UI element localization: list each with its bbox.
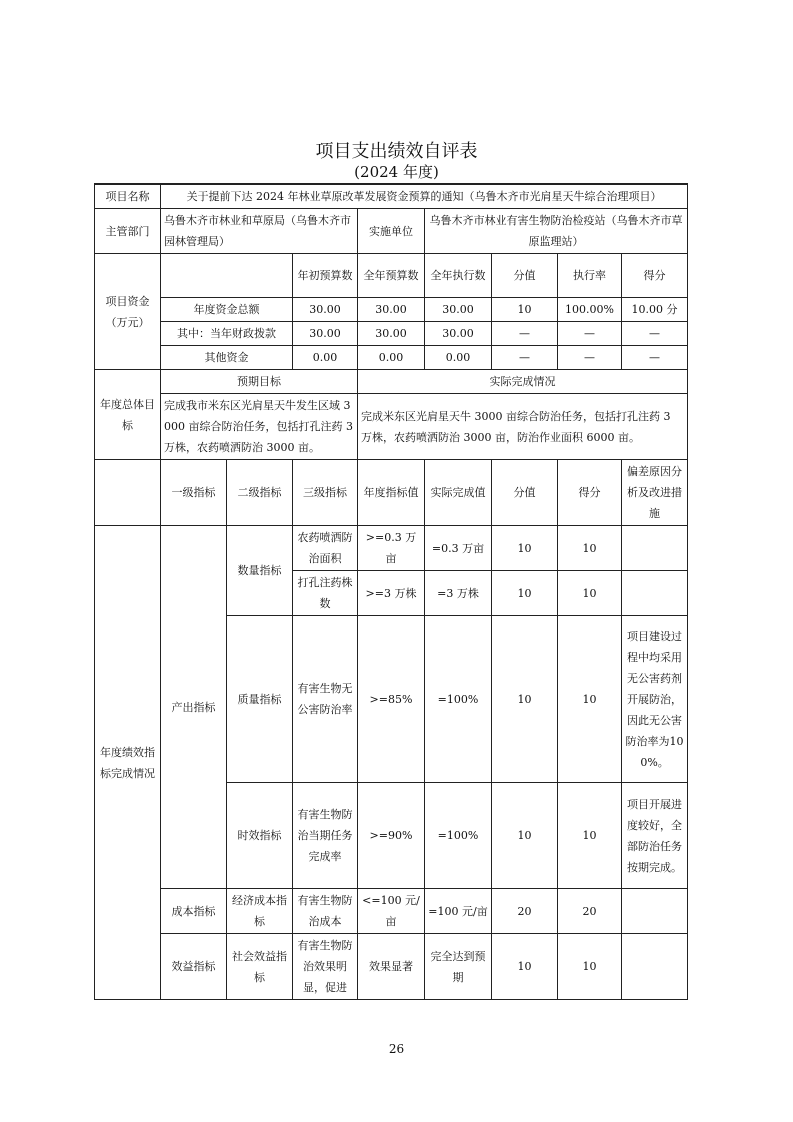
perf-header: 实际完成值 [425,460,492,526]
perf-header: 得分 [558,460,622,526]
funds-cell: 30.00 [293,298,358,322]
funds-cell: — [622,346,688,370]
actual-text: 完成米东区光肩星天牛 3000 亩综合防治任务，包括打孔注药 3 万株，农药喷洒防治 3000 亩，防治作业面积 6000 亩。 [358,394,688,460]
actual-header: 实际完成情况 [358,370,688,394]
deviation-note: 项目开展进度较好，全部防治任务按期完成。 [622,783,688,889]
economic-cost-label: 经济成本指标 [227,889,293,934]
perf-header-blank [95,460,161,526]
perf-header: 分值 [492,460,558,526]
funds-row-name: 年度资金总额 [161,298,293,322]
l3-indicator: 农药喷洒防治面积 [293,526,358,571]
score-value: 20 [492,889,558,934]
score-value: 10 [492,934,558,1000]
funds-cell: 10 [492,298,558,322]
score-value: 10 [492,571,558,616]
target-value: >=90% [358,783,425,889]
funds-cell: 30.00 [425,322,492,346]
l3-indicator: 打孔注药株数 [293,571,358,616]
actual-value: =100% [425,616,492,783]
got-value: 10 [558,783,622,889]
funds-row-name: 其他资金 [161,346,293,370]
l3-indicator: 有害生物无公害防治率 [293,616,358,783]
target-value: >=0.3 万亩 [358,526,425,571]
expected-header: 预期目标 [161,370,358,394]
unit-label: 实施单位 [358,209,425,254]
funds-cell: 100.00% [558,298,622,322]
funds-header: 全年执行数 [425,254,492,298]
actual-value: =100 元/亩 [425,889,492,934]
expected-text: 完成我市米东区光肩星天牛发生区域 3000 亩综合防治任务，包括打孔注药 3 万株，农药喷洒防治 3000 亩。 [161,394,358,460]
quantity-indicator-label: 数量指标 [227,526,293,616]
perf-header: 三级指标 [293,460,358,526]
page-number: 26 [388,1042,405,1056]
dept-label: 主管部门 [95,209,161,254]
unit-value: 乌鲁木齐市林业有害生物防治检疫站（乌鲁木齐市草原监理站） [425,209,688,254]
funds-header: 全年预算数 [358,254,425,298]
funds-cell: 30.00 [358,298,425,322]
funds-cell: — [492,322,558,346]
target-value: 效果显著 [358,934,425,1000]
deviation-note [622,889,688,934]
perf-header: 一级指标 [161,460,227,526]
perf-header: 年度指标值 [358,460,425,526]
funds-cell: 30.00 [293,322,358,346]
page-subtitle: (2024 年度) [354,163,439,181]
project-name-label: 项目名称 [95,184,161,209]
funds-row-name: 其中：当年财政拨款 [161,322,293,346]
target-value: >=85% [358,616,425,783]
benefit-indicator-label: 效益指标 [161,934,227,1000]
funds-cell: 0.00 [293,346,358,370]
actual-value: 完全达到预期 [425,934,492,1000]
deviation-note: 项目建设过程中均采用无公害药剂开展防治，因此无公害防治率为100%。 [622,616,688,783]
cost-indicator-label: 成本指标 [161,889,227,934]
funds-header: 得分 [622,254,688,298]
l3-indicator: 有害生物防治当期任务完成率 [293,783,358,889]
l3-indicator: 有害生物防治成本 [293,889,358,934]
social-benefit-label: 社会效益指标 [227,934,293,1000]
target-value: <=100 元/亩 [358,889,425,934]
funds-cell: — [622,322,688,346]
funds-cell: 0.00 [425,346,492,370]
quality-indicator-label: 质量指标 [227,616,293,783]
funds-cell: 30.00 [358,322,425,346]
dept-value: 乌鲁木齐市林业和草原局（乌鲁木齐市园林管理局） [161,209,358,254]
output-indicator-label: 产出指标 [161,526,227,889]
got-value: 10 [558,616,622,783]
perf-header: 二级指标 [227,460,293,526]
deviation-note [622,934,688,1000]
funds-cell: — [492,346,558,370]
page-title: 项目支出绩效自评表 [315,141,478,162]
deviation-note [622,526,688,571]
funds-cell: — [558,346,622,370]
overall-label: 年度总体目标 [95,370,161,460]
score-value: 10 [492,783,558,889]
l3-indicator: 有害生物防治效果明显，促进 [293,934,358,1000]
got-value: 20 [558,889,622,934]
got-value: 10 [558,526,622,571]
funds-cell: — [558,322,622,346]
funds-cell: 0.00 [358,346,425,370]
actual-value: =100% [425,783,492,889]
funds-cell: 10.00 分 [622,298,688,322]
got-value: 10 [558,934,622,1000]
perf-label: 年度绩效指标完成情况 [95,526,161,1000]
funds-label: 项目资金（万元） [95,254,161,370]
actual-value: =0.3 万亩 [425,526,492,571]
performance-table [94,183,688,1000]
timeliness-indicator-label: 时效指标 [227,783,293,889]
score-value: 10 [492,526,558,571]
project-name-value: 关于提前下达 2024 年林业草原改革发展资金预算的通知（乌鲁木齐市光肩星天牛综合治理项目） [161,184,688,209]
funds-header: 年初预算数 [293,254,358,298]
score-value: 10 [492,616,558,783]
funds-cell: 30.00 [425,298,492,322]
funds-header: 执行率 [558,254,622,298]
funds-header-blank [161,254,293,298]
perf-header: 偏差原因分析及改进措施 [622,460,688,526]
actual-value: =3 万株 [425,571,492,616]
funds-header: 分值 [492,254,558,298]
deviation-note [622,571,688,616]
target-value: >=3 万株 [358,571,425,616]
got-value: 10 [558,571,622,616]
